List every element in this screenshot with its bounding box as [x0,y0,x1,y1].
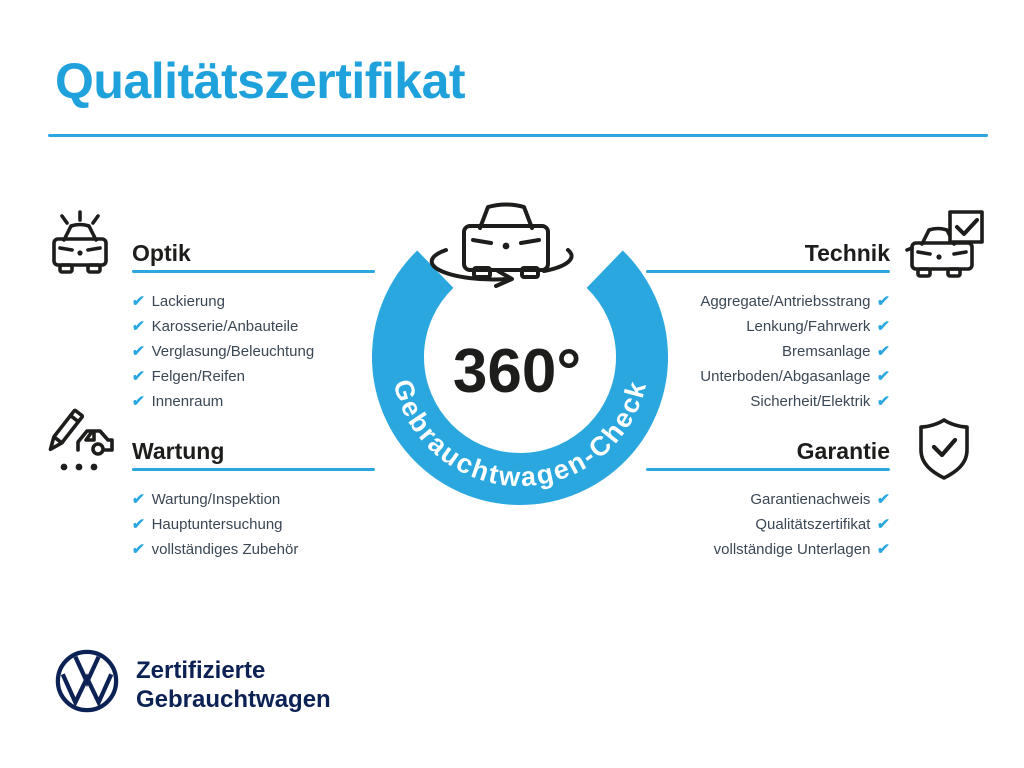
list-item [132,314,375,339]
car-shine-icon [42,208,118,289]
brand-line-2: Gebrauchtwagen [136,686,331,713]
check-icon: ✔ [876,393,891,410]
section-heading-garantie: Garantie [796,438,890,464]
check-icon: ✔ [131,516,146,533]
check-icon: ✔ [876,541,891,558]
check-icon: ✔ [131,318,146,335]
page-title: Qualitätszertifikat [55,53,466,109]
shield-check-icon [914,416,974,487]
item-label: Hauptuntersuchung [151,516,283,533]
item-label: Qualitätszertifikat [755,516,871,533]
section-heading-technik: Technik [804,240,890,266]
check-icon: ✔ [876,293,891,310]
list-item [132,364,375,389]
list-item [132,487,375,512]
list-item [132,537,375,562]
degree-label: 360° [452,337,582,406]
item-label: Felgen/Reifen [151,368,245,385]
pencil-van-service-icon [42,402,122,483]
check-icon: ✔ [876,318,891,335]
section-heading-wartung: Wartung [132,438,225,464]
brand-text [136,656,331,714]
section-heading-optik: Optik [132,240,191,266]
list-item [646,537,890,562]
item-label: vollständige Unterlagen [713,541,871,558]
check-icon: ✔ [876,343,891,360]
check-icon: ✔ [131,393,146,410]
vw-logo [54,648,120,719]
title-divider [48,134,988,137]
check-icon: ✔ [876,368,891,385]
check-icon: ✔ [131,491,146,508]
section-divider [132,270,375,273]
list-item [132,389,375,414]
item-label: Karosserie/Anbauteile [151,318,299,335]
check-icon: ✔ [131,541,146,558]
brand-line-1: Zertifizierte [136,657,266,684]
wartung-item-list [132,487,375,562]
item-label: Lenkung/Fahrwerk [746,318,871,335]
section-divider [132,468,375,471]
list-item [132,512,375,537]
check-icon: ✔ [876,491,891,508]
car-360-rotation-icon [432,205,572,287]
car-checkbox-icon [904,206,988,291]
item-label: Sicherheit/Elektrik [750,393,871,410]
item-label: Lackierung [151,293,225,310]
item-label: Innenraum [151,393,224,410]
item-label: vollständiges Zubehör [151,541,299,558]
ring-label: Gebrauchtwagen-Check [387,376,653,493]
optik-item-list [132,289,375,414]
check-icon: ✔ [131,293,146,310]
item-label: Unterboden/Abgasanlage [700,368,871,385]
item-label: Verglasung/Beleuchtung [151,343,315,360]
badge-360-check [340,180,700,520]
section-optik [132,240,375,414]
section-wartung [132,438,375,562]
list-item [132,339,375,364]
item-label: Wartung/Inspektion [151,491,281,508]
check-icon: ✔ [131,368,146,385]
item-label: Bremsanlage [782,343,871,360]
item-label: Aggregate/Antriebsstrang [700,293,871,310]
check-icon: ✔ [876,516,891,533]
item-label: Garantienachweis [750,491,871,508]
check-icon: ✔ [131,343,146,360]
list-item [132,289,375,314]
